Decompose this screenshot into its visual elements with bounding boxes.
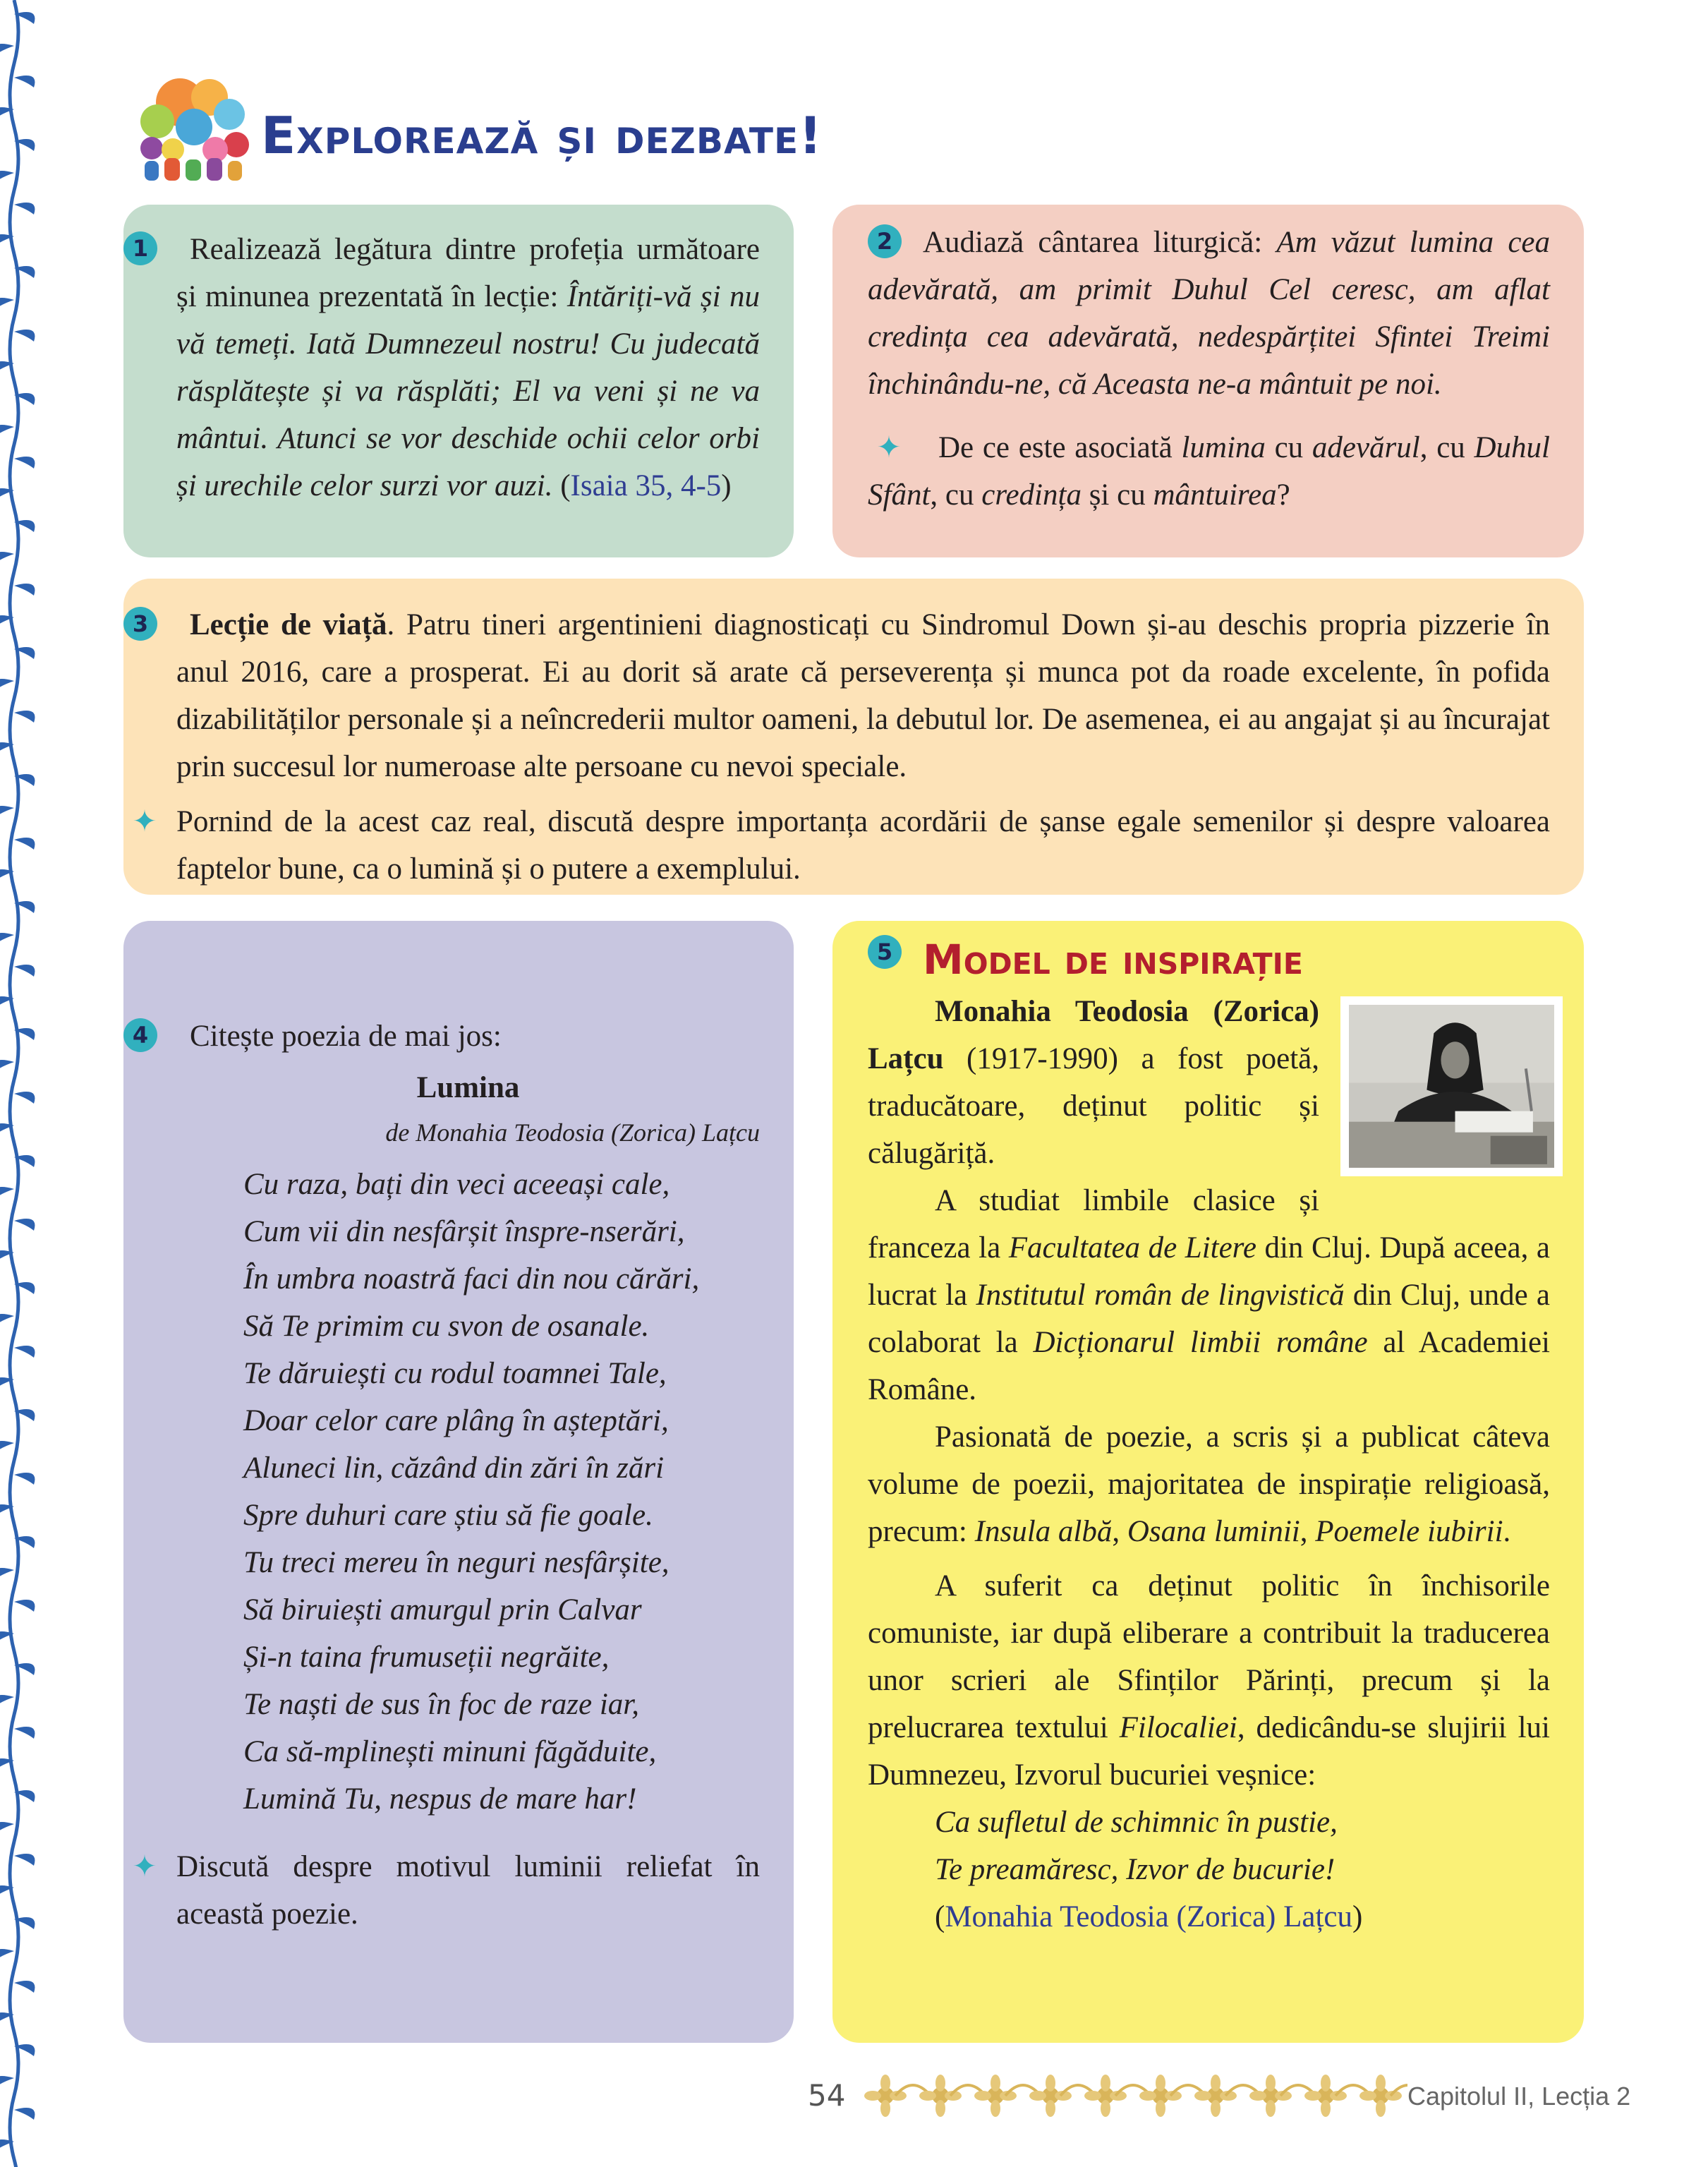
poem-line: Cu raza, bați din veci aceeași cale,	[243, 1168, 670, 1201]
source-close: )	[1352, 1900, 1363, 1934]
sparkle-icon: ✦	[132, 1849, 157, 1883]
bio-paragraph-2	[868, 1177, 1550, 1413]
bio-part: Dicționarul limbii române	[1033, 1326, 1368, 1360]
exercise-1-lead: Realizează legătura dintre profeția următoare și minunea prezentată în lecție:	[176, 233, 760, 313]
exercise-1-text	[132, 226, 760, 509]
nun-writing-photo	[1340, 996, 1563, 1176]
source-author: Monahia Teodosia (Zorica) Lațcu	[945, 1900, 1352, 1934]
poem-line: Spre duhuri care știu să fie goale.	[243, 1499, 653, 1532]
bio-part: , dedicându-se slujirii lui Dumnezeu, Izvorul bucuriei veșnice:	[868, 1711, 1550, 1792]
exercise-4-question	[132, 1842, 760, 1938]
bio-part: al Academiei Române.	[868, 1326, 1550, 1407]
exercise-2-text	[868, 219, 1550, 408]
q-part: De ce este asociată	[938, 431, 1182, 464]
life-lesson-text: . Patru tineri argentinieni diagnosticați cu Sindromul Down și-au deschis propria pizzerie în anul 2016, care a prosperat. Ei au dorit să arate că perseverența și munca pot da roade excelente, în pofida dizabilităților personale și a neîncrederii multor oameni, la debutul lor. De asemenea, ei au angajat și au încurajat prin succesul lor numeroase alte persoane cu nevoi speciale.	[176, 608, 1550, 783]
q-part: , cu	[1419, 431, 1474, 464]
chapter-label: Capitolul II, Lecția 2	[1407, 2082, 1631, 2111]
exercise-number-1: 1	[123, 231, 157, 265]
model-of-inspiration-box	[832, 921, 1584, 2043]
bio-part: ,	[1112, 1515, 1127, 1549]
q-part: lumina	[1181, 431, 1266, 464]
q-part: , cu	[930, 478, 982, 512]
q-part: adevărul	[1312, 431, 1420, 464]
sparkle-icon: ✦	[876, 430, 902, 464]
poem-title: Lumina	[416, 1071, 520, 1104]
exercise-2-question	[868, 423, 1550, 519]
life-lesson-title: Lecție de viață	[190, 608, 387, 641]
bio-part: Osana luminii	[1127, 1515, 1300, 1549]
poem-line: Să Te primim cu svon de osanale.	[243, 1310, 650, 1343]
poem-line: Aluneci lin, căzând din zări în zări	[243, 1451, 665, 1485]
source-open: (	[935, 1900, 945, 1934]
page-number: 54	[808, 2078, 846, 2113]
bio-paragraph-4	[868, 1562, 1550, 1799]
q-part: mântuirea	[1153, 478, 1277, 512]
bio-text: (1917-1990) a fost poetă, traducătoare, deținut politic și călugăriță.	[868, 1042, 1319, 1171]
speech-bubbles-people-icon	[131, 71, 258, 183]
verse-line-2: Te preamăresc, Izvor de bucurie!	[935, 1853, 1335, 1887]
poem-line: Cum vii din nesfârșit înspre-nserări,	[243, 1215, 685, 1248]
exercise-number-2: 2	[868, 224, 902, 258]
exercise-2-lead: Audiază cântarea liturgică:	[923, 226, 1277, 259]
bio-part: din Cluj, unde a colaborat la	[868, 1279, 1550, 1360]
exercise-3-text	[132, 601, 1550, 790]
bio-part: A suferit ca deținut politic în închisorile comuniste, iar după eliberare a contribuit la traducerea unor scrieri ale Sfinților Părinți, precum și la prelucrarea textului	[868, 1569, 1550, 1745]
bio-paragraph-3	[868, 1413, 1550, 1555]
q-part: credința	[981, 478, 1082, 512]
reference-open: (	[552, 469, 571, 502]
q-part: și cu	[1081, 478, 1153, 512]
poem-lines	[176, 1161, 760, 1823]
sparkle-icon: ✦	[132, 804, 157, 838]
exercise-3-question-text: Pornind de la acest caz real, discută despre importanța acordării de șanse egale semenilor și despre valoarea faptelor bune, ca o lumină și o putere a exemplului.	[176, 805, 1550, 886]
exercise-1-box	[123, 205, 794, 557]
verse-source	[868, 1893, 1550, 1940]
photo-illustration	[1349, 1005, 1554, 1168]
bible-reference: Isaia 35, 4-5	[570, 469, 722, 502]
poem-line: Te dăruiești cu rodul toamnei Tale,	[243, 1357, 667, 1390]
model-title: Model de inspirație	[923, 936, 1303, 984]
gold-floral-ornament	[857, 2068, 1407, 2124]
poem-line: Tu treci mereu în neguri nesfârșite,	[243, 1546, 670, 1579]
exercise-number-5: 5	[868, 935, 902, 969]
exercise-4-lead	[132, 1013, 760, 1060]
bio-part: Institutul român de lingvistică	[976, 1279, 1345, 1312]
exercise-4-lead-text: Citește poezia de mai jos:	[190, 1020, 502, 1053]
q-part: cu	[1265, 431, 1312, 464]
poem-line: Lumină Tu, nespus de mare har!	[243, 1782, 637, 1816]
q-part: ?	[1276, 478, 1290, 512]
poem-author: de Monahia Teodosia (Zorica) Lațcu	[385, 1118, 760, 1147]
exercise-3-question	[132, 797, 1550, 893]
page-title: Explorează și dezbate!	[261, 106, 823, 165]
poem-line: Să biruiești amurgul prin Calvar	[243, 1593, 642, 1626]
reference-close: )	[721, 469, 732, 502]
exercise-4-question-text: Discută despre motivul luminii reliefat în această poezie.	[176, 1850, 760, 1931]
verse-line-1: Ca sufletul de schimnic în pustie,	[935, 1806, 1338, 1840]
liturgical-hymn-quote: Am văzut lumina cea adevărată, am primit Duhul Cel ceresc, am aflat credința cea adevărată, nedespărțitei Sfintei Treimi închinându-ne, că Aceasta ne-a mântuit pe noi.	[868, 226, 1550, 401]
person-name: Monahia Teodosia (Zorica) Lațcu	[868, 995, 1319, 1076]
bio-part: ,	[1300, 1515, 1316, 1549]
decorative-vine-border	[0, 0, 85, 2167]
exercise-number-4: 4	[123, 1018, 157, 1052]
exercise-2-box	[832, 205, 1584, 557]
prophecy-quote: Întăriți-vă și nu vă temeți. Iată Dumnezeul nostru! Cu judecată răsplătește și va răsplăti; El va veni și ne va mântui. Atunci se vor deschide ochii celor orbi și urechile celor surzi vor auzi.	[176, 280, 760, 502]
bio-part: Pasionată de poezie, a scris și a publicat câteva volume de poezii, majoritatea de inspirație religioasă, precum:	[868, 1420, 1550, 1549]
poem-line: În umbra noastră faci din nou cărări,	[243, 1262, 700, 1296]
bio-part: Poemele iubirii	[1315, 1515, 1503, 1549]
poem-line: Ca să-mplinești minuni făgăduite,	[243, 1735, 657, 1768]
poem-line: Te naști de sus în foc de raze iar,	[243, 1688, 640, 1721]
bio-part: Facultatea de Litere	[1008, 1231, 1256, 1265]
bio-part: .	[1503, 1515, 1511, 1549]
bio-part: A studiat limbile clasice și franceza la	[868, 1184, 1319, 1265]
poem-line: Și-n taina frumuseții negrăite,	[243, 1641, 610, 1674]
poem-line: Doar celor care plâng în așteptări,	[243, 1404, 669, 1437]
exercise-number-3: 3	[123, 607, 157, 641]
exercise-4-box	[123, 921, 794, 2043]
bio-part: Filocaliei	[1119, 1711, 1237, 1745]
q-part: Duhul Sfânt	[868, 431, 1550, 512]
exercise-3-box	[123, 579, 1584, 895]
bio-part: din Cluj. După aceea, a lucrat la	[868, 1231, 1550, 1312]
bio-part: Insula albă	[974, 1515, 1113, 1549]
